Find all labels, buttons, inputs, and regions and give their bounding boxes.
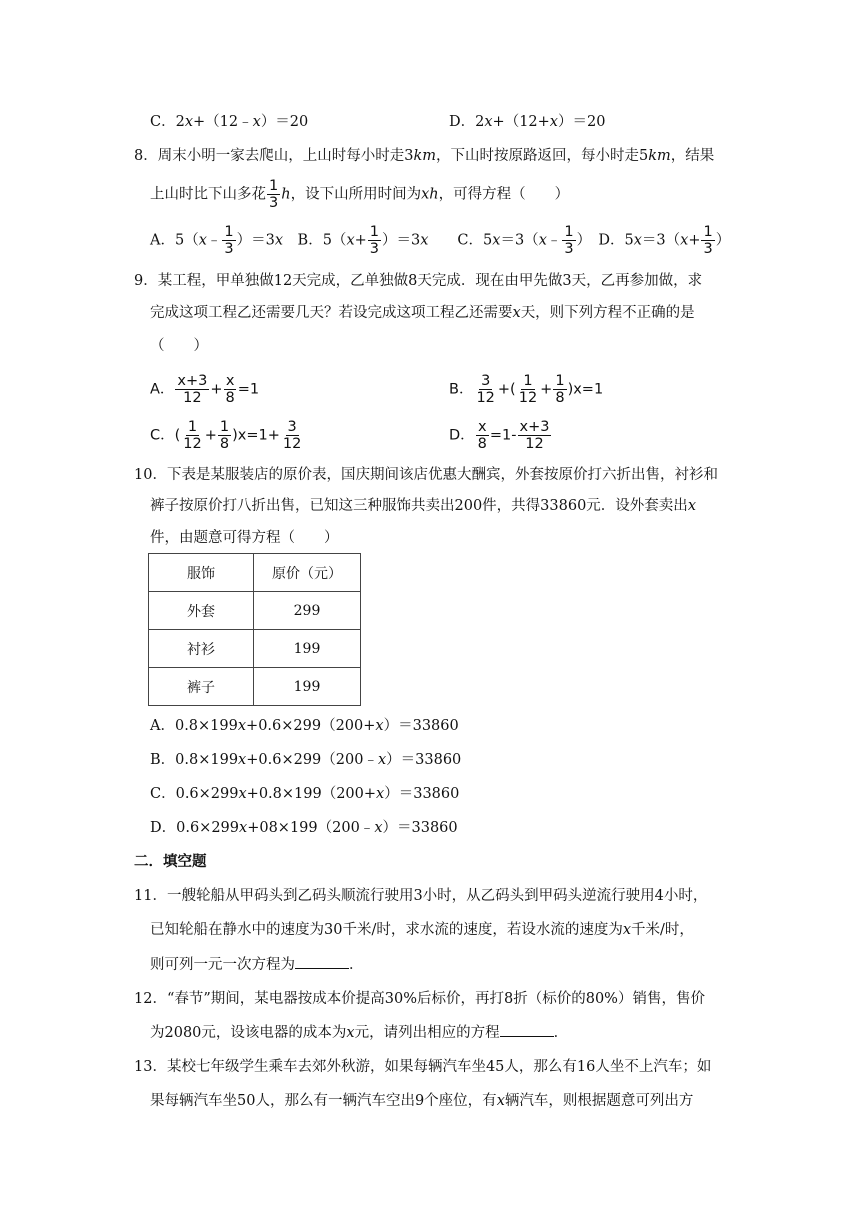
q7-option-c: C．2x+（12﹣x）＝20	[150, 114, 309, 130]
q13-line1: 13．某校七年级学生乘车去郊外秋游，如果每辆汽车坐45人，那么有16人坐不上汽车；如	[134, 1059, 712, 1075]
q8-line2: 上山时比下山多花 $\frac{1}{3}$ h，设下山所用时间为xh，可得方程（ ）	[150, 178, 570, 211]
answer-blank[interactable]	[295, 954, 349, 969]
table-row	[149, 630, 361, 668]
q10-line1: 10．下表是某服装店的原价表，国庆期间该店优惠大酬宾，外套按原价打六折出售，衬衫和	[134, 467, 718, 483]
q11-line2: 已知轮船在静水中的速度为30千米/时，求水流的速度，若设水流的速度为x千米/时，	[150, 922, 694, 938]
q10-option-a: A．0.8×199x+0.6×299（200+x）＝33860	[150, 718, 459, 734]
q9-line2: 完成这项工程乙还需要几天？若设完成这项工程乙还需要x天，则下列方程不正确的是	[150, 305, 695, 321]
q7-option-d: D．2x+（12+x）＝20	[449, 114, 606, 130]
table-row	[149, 592, 361, 630]
table-cell: 外套	[149, 592, 254, 630]
q10-option-d: D．0.6×299x+08×199（200﹣x）＝33860	[150, 820, 458, 836]
price-table	[148, 553, 361, 706]
q9-option-d: D． $\frac{x}{8}$ =1- $\frac{x+3}{12}$	[449, 419, 550, 452]
table-cell: 裤子	[149, 668, 254, 706]
table-cell: 199	[254, 668, 361, 706]
q10-line3: 件，由题意可得方程（ ）	[150, 530, 339, 546]
q8-options: A．5（x﹣ $\frac{1}{3}$ ）＝3x B．5（x+ $\frac{1}{3}$ ）＝3x C．5x＝3（x﹣ $\frac{1}{3}$ ） D．5x＝3（x+ $\frac{1}{3}$ ）	[150, 224, 731, 257]
q10-line2: 裤子按原价打八折出售，已知这三种服饰共卖出200件，共得33860元．设外套卖出x	[150, 498, 696, 514]
q12-line1: 12．“春节”期间，某电器按成本价提高30%后标价，再打8折（标价的80%）销售，售价	[134, 991, 705, 1007]
q9-option-c: C．( $\frac{1}{12}$ + $\frac{1}{8}$ )x=1+ $\frac{3}{12}$	[150, 419, 302, 452]
section-heading: 二．填空题	[134, 853, 207, 870]
q9-option-a: A． $\frac{x+3}{12}$ + $\frac{x}{8}$ =1	[150, 373, 260, 406]
q12-line2: 为2080元，设该电器的成本为x元，请列出相应的方程 ．	[150, 1022, 568, 1043]
q11-line3: 则可列一元一次方程为 ．	[150, 954, 364, 975]
table-cell: 299	[254, 592, 361, 630]
q9-line3: （ ）	[150, 338, 208, 354]
q13-line2: 果每辆汽车坐50人，那么有一辆汽车空出9个座位，有x辆汽车，则根据题意可列出方	[150, 1093, 694, 1109]
table-header-row	[149, 554, 361, 592]
table-row	[149, 668, 361, 706]
q8-line1: 8．周末小明一家去爬山，上山时每小时走3km，下山时按原路返回，每小时走5km，结果	[134, 148, 715, 164]
table-cell: 衬衫	[149, 630, 254, 668]
q9-option-b: B． $\frac{3}{12}$ +( $\frac{1}{12}$ + $\frac{1}{8}$ )x=1	[449, 373, 604, 406]
table-header-cell: 原价（元）	[254, 554, 361, 592]
table-cell: 199	[254, 630, 361, 668]
q10-option-c: C．0.6×299x+0.8×199（200+x）＝33860	[150, 786, 460, 802]
answer-blank[interactable]	[500, 1022, 554, 1037]
table-header-cell: 服饰	[149, 554, 254, 592]
q10-option-b: B．0.8×199x+0.6×299（200﹣x）＝33860	[150, 752, 462, 768]
fraction-one-third: $\frac{1}{3}$	[269, 178, 279, 211]
q11-line1: 11．一艘轮船从甲码头到乙码头顺流行驶用3小时，从乙码头到甲码头逆流行驶用4小时，	[134, 888, 708, 904]
q9-line1: 9．某工程，甲单独做12天完成，乙单独做8天完成．现在由甲先做3天，乙再参加做，求	[134, 273, 703, 289]
